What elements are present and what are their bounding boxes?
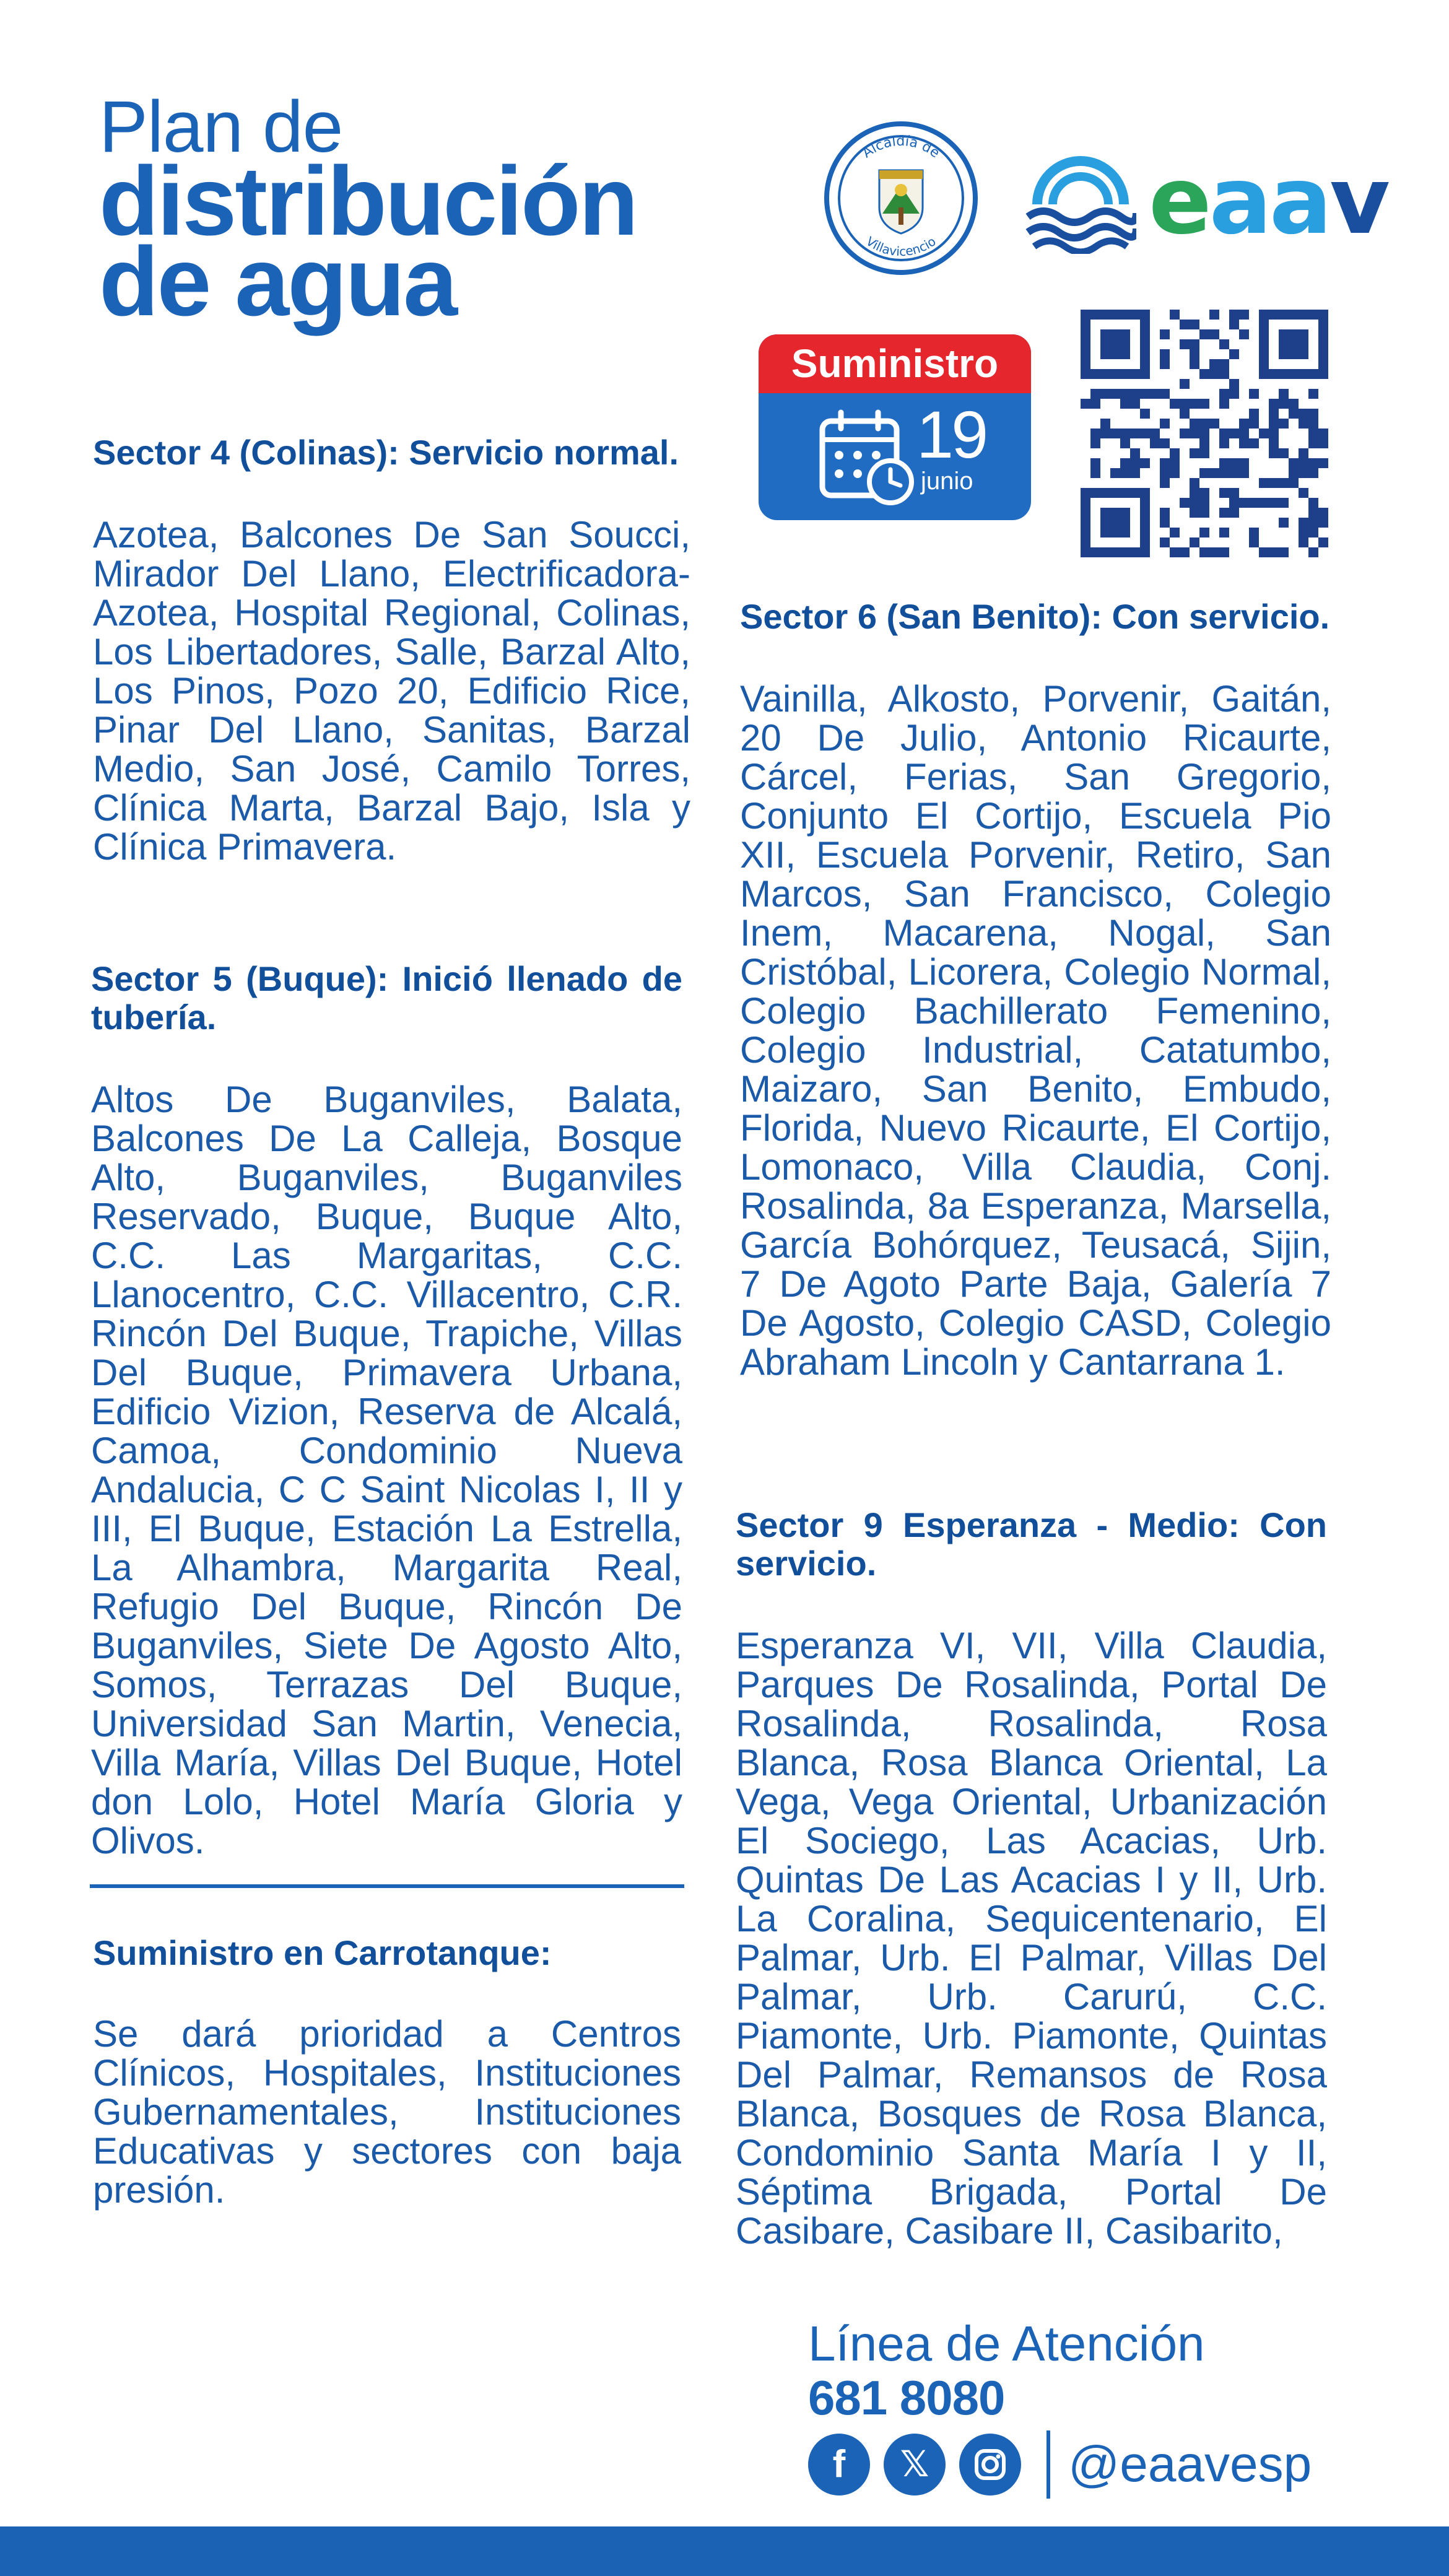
calendar-clock-icon	[817, 409, 923, 508]
alcaldia-villavicencio-logo	[824, 121, 978, 276]
badge-month: junio	[921, 468, 973, 495]
shield-icon	[879, 170, 923, 233]
section-divider	[90, 1884, 684, 1888]
title-line-1: Plan de	[99, 86, 343, 168]
badge-day: 19	[916, 397, 986, 472]
sector-9-neighborhoods: Esperanza VI, VII, Villa Claudia, Parques De Rosalinda, Portal De Rosalinda, Rosalinda, Rosa Blanca, Rosa Blanca Oriental, La Vega, Vega Oriental, Urbanización El Sociego, Las Acacias, Urb. Quintas De Las Acacias I y II, Urb. La Coralina, Sequicentenario, El Palmar, Urb. El Palmar, Villas Del Palmar, Urb. Carurú, C.C. Piamonte, Urb. Piamonte, Quintas Del Palmar, Remansos de Rosa Blanca, Bosques de Rosa Blanca, Condominio Santa María I y II, Séptima Brigada, Portal De Casibare, Casibare II, Casibarito,	[736, 1625, 1327, 2252]
alcaldia-ring-top-text: Alcaldía de	[859, 133, 942, 162]
contact-label: Línea de Atención	[808, 2316, 1205, 2371]
sector-9-section	[736, 1506, 1327, 2250]
sector-5-neighborhoods: Altos De Buganviles, Balata, Balcones De La Calleja, Bosque Alto, Buganviles, Buganviles Reservado, Buque, Buque Alto, C.C. Las Margaritas, C.C. Llanocentro, C.C. Villacentro, C.R. Rincón Del Buque, Trapiche, Villas Del Buque, Primavera Urbana, Edificio Vizion, Reserva de Alcalá, Camoa, Condominio Nueva Andalucia, C C Saint Nicolas I, II y III, El Buque, Estación La Estrella, La Alhambra, Margarita Real, Refugio Del Buque, Rincón De Buganviles, Siete De Agosto Alto, Somos, Terrazas Del Buque, Universidad San Martin, Venecia, Villa María, Villas Del Buque, Hotel don Lolo, Hotel María Gloria y Olivos.	[91, 1079, 682, 1861]
sector-4-heading: Sector 4 (Colinas): Servicio normal.	[93, 433, 679, 472]
facebook-icon[interactable]: f	[808, 2434, 870, 2496]
eaav-logo	[1025, 147, 1388, 255]
title-line-2: distribución	[99, 147, 637, 256]
social-divider	[1046, 2430, 1050, 2499]
contact-phone[interactable]: 681 8080	[808, 2370, 1005, 2425]
sector-6-neighborhoods: Vainilla, Alkosto, Porvenir, Gaitán, 20 De Julio, Antonio Ricaurte, Cárcel, Ferias, San Gregorio, Conjunto El Cortijo, Escuela Pio XII, Escuela Porvenir, Retiro, San Marcos, San Francisco, Colegio Inem, Macarena, Nogal, San Cristóbal, Licorera, Colegio Normal, Colegio Bachillerato Femenino, Colegio Industrial, Catatumbo, Maizaro, San Benito, Embudo, Florida, Nuevo Ricaurte, El Cortijo, Lomonaco, Villa Claudia, Conj. Rosalinda, 8a Esperanza, Marsella, García Bohórquez, Teusacá, Sijin, 7 De Agoto Parte Baja, Galería 7 De Agosto, Colegio CASD, Colegio Abraham Lincoln y Cantarrana 1.	[740, 678, 1331, 1383]
carrotanque-section	[93, 1934, 681, 2209]
x-icon[interactable]: 𝕏	[884, 2434, 946, 2496]
qr-code[interactable]	[1081, 310, 1328, 557]
badge-label: Suministro	[759, 334, 1031, 393]
instagram-icon[interactable]	[959, 2434, 1021, 2496]
sector-4-neighborhoods: Azotea, Balcones De San Soucci, Mirador Del Llano, Electrificadora-Azotea, Hospital Regional, Colinas, Los Libertadores, Salle, Barzal Alto, Los Pinos, Pozo 20, Edificio Rice, Pinar Del Llano, Sanitas, Barzal Medio, San José, Camilo Torres, Clínica Marta, Barzal Bajo, Isla y Clínica Primavera.	[93, 514, 690, 868]
sector-6-section	[740, 598, 1331, 1382]
supply-date-badge	[759, 334, 1031, 520]
social-handle[interactable]: @eaavesp	[1068, 2436, 1312, 2492]
alcaldia-ring-bottom-text: Villavicencio	[863, 233, 939, 259]
page-title	[99, 86, 731, 336]
social-links	[808, 2430, 1384, 2499]
sector-5-heading: Sector 5 (Buque): Inició llenado de tubería.	[91, 959, 682, 1037]
left-column	[93, 433, 690, 866]
eaav-wordmark: eaav	[1149, 147, 1388, 255]
carrotanque-body: Se dará prioridad a Centros Clínicos, Hospitales, Instituciones Gubernamentales, Instituciones Educativas y sectores con baja presión.	[93, 2013, 681, 2211]
title-line-3: de agua	[99, 227, 456, 336]
left-column-sector-5	[91, 960, 682, 1860]
footer-bar	[0, 2526, 1449, 2576]
contact-block	[808, 2316, 1365, 2424]
carrotanque-heading: Suministro en Carrotanque:	[93, 1933, 552, 1972]
sector-6-heading: Sector 6 (San Benito): Con servicio.	[740, 597, 1330, 636]
sector-9-heading: Sector 9 Esperanza - Medio: Con servicio.	[736, 1505, 1327, 1583]
water-waves-icon	[1025, 149, 1136, 254]
